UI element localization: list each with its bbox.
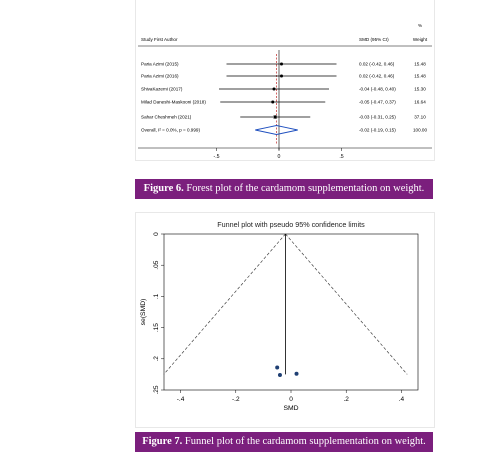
forest-point-estimate — [273, 88, 276, 91]
forest-study-label: ShivaKazemi (2017) — [141, 86, 183, 92]
forest-x-tick-label: .5 — [339, 154, 344, 160]
funnel-y-tick-label: .05 — [153, 260, 160, 270]
figure-7-caption — [135, 432, 433, 452]
funnel-x-tick-label: 0 — [289, 396, 293, 403]
forest-ci-text: -0.04 (-0.48, 0.40) — [359, 86, 396, 92]
funnel-x-tick-label: .4 — [398, 396, 405, 403]
funnel-left-limit — [164, 234, 286, 374]
funnel-right-limit — [285, 234, 407, 374]
forest-header-study: Study First Author — [141, 37, 178, 42]
forest-ci-text: -0.03 (-0.31, 0.25) — [359, 114, 396, 120]
forest-point-estimate — [280, 75, 283, 78]
forest-ci-text: 0.02 (-0.42, 0.46) — [359, 61, 395, 67]
funnel-plot-panel — [135, 212, 435, 428]
funnel-study-point — [295, 372, 299, 376]
funnel-y-tick-label: .2 — [153, 356, 160, 362]
forest-x-tick-label: 0 — [277, 154, 281, 160]
forest-plot — [136, 0, 434, 160]
forest-weight-text: 37.10 — [414, 114, 426, 120]
forest-weight-text: 16.64 — [414, 99, 426, 105]
funnel-y-axis-label: se(SMD) — [140, 298, 147, 326]
figure-7-caption-label: Figure 7. — [142, 436, 183, 447]
funnel-y-tick-label: 0 — [153, 232, 160, 236]
forest-x-tick-label: -.5 — [213, 154, 220, 160]
forest-study-label: Sahar Cheshmeh (2021) — [141, 114, 192, 120]
forest-weight-text: 15.48 — [414, 73, 426, 79]
funnel-x-tick-label: .2 — [343, 396, 349, 403]
funnel-study-point — [275, 366, 279, 370]
forest-study-label: Paria Azimi (2015) — [141, 61, 179, 67]
figure-6-caption-text: Forest plot of the cardamom supplementation on weight. — [183, 183, 425, 194]
forest-overall-ci-text: -0.02 (-0.19, 0.15) — [359, 127, 396, 133]
funnel-plot-frame — [164, 234, 418, 390]
funnel-title: Funnel plot with pseudo 95% confidence limits — [217, 220, 365, 229]
figure-6-caption — [135, 179, 433, 199]
forest-study-label: Milad Daneshi-Maskooni (2018) — [141, 99, 206, 105]
funnel-x-tick-label: -.4 — [176, 396, 185, 403]
forest-overall-label: Overall, I² = 0.0%, p = 0.999) — [141, 127, 200, 133]
forest-weight-text: 15.30 — [414, 86, 426, 92]
forest-ci-text: -0.05 (-0.47, 0.37) — [359, 99, 396, 105]
forest-overall-weight-text: 100.00 — [412, 127, 428, 133]
forest-plot-panel — [135, 0, 435, 161]
figure-7-caption-text: Funnel plot of the cardamom supplementation on weight. — [182, 436, 426, 447]
forest-point-estimate — [274, 116, 277, 119]
forest-study-label: Paria Azimi (2016) — [141, 73, 179, 79]
funnel-x-axis-label: SMD — [283, 405, 299, 412]
forest-overall-diamond — [255, 126, 298, 135]
funnel-y-tick-label: .1 — [153, 293, 160, 300]
forest-point-estimate — [280, 63, 283, 66]
funnel-y-tick-label: .15 — [153, 323, 160, 333]
funnel-x-tick-label: -.2 — [231, 396, 240, 403]
forest-weight-text: 15.48 — [414, 61, 426, 67]
funnel-study-point — [278, 373, 282, 377]
forest-header-smd: SMD (95% CI) — [359, 37, 389, 42]
figure-6-caption-label: Figure 6. — [143, 183, 184, 194]
forest-ci-text: 0.02 (-0.42, 0.46) — [359, 73, 395, 79]
funnel-plot — [136, 213, 434, 427]
forest-header-weight: Weight — [412, 37, 428, 42]
funnel-y-tick-label: .25 — [153, 385, 160, 395]
forest-header-percent: % — [417, 23, 423, 28]
forest-point-estimate — [271, 101, 274, 104]
